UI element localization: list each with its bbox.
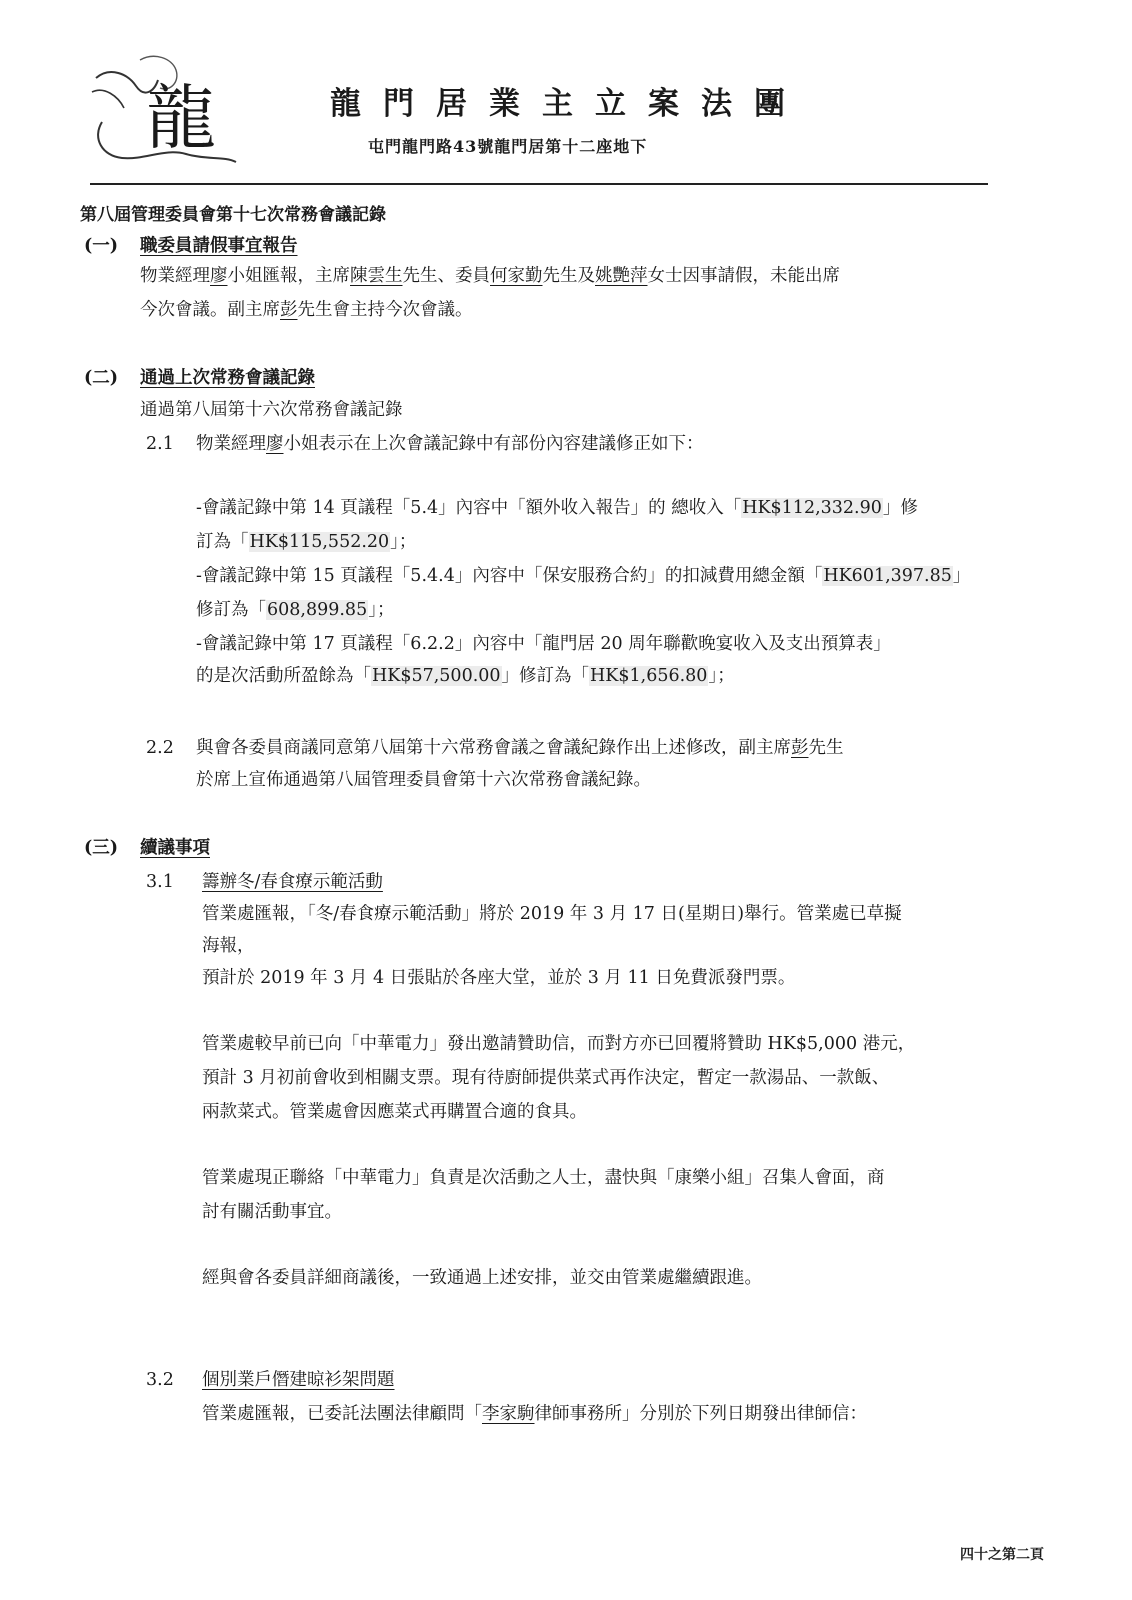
organization-address: 屯門龍門路43號龍門居第十二座地下 xyxy=(368,137,648,156)
correction-3-line-1: -會議記錄中第 17 頁議程「6.2.2」內容中「龍門居 20 周年聯歡晚宴收入及支出預算表」 xyxy=(196,634,891,654)
section-2-number: (二) xyxy=(84,368,119,388)
item-3-1-para-1-line-3: 預計於 2019 年 3 月 4 日張貼於各座大堂，並於 3 月 11 日免費派發門票。 xyxy=(202,968,796,988)
section-1-line-2: 今次會議。副主席彭先生會主持今次會議。 xyxy=(140,300,473,320)
section-2-intro: 通過第八屆第十六次常務會議記錄 xyxy=(140,400,403,420)
dragon-logo xyxy=(88,52,240,170)
organization-name: 龍門居業主立案法團 xyxy=(330,86,807,122)
item-3-1-number: 3.1 xyxy=(146,872,174,892)
section-2-title: 通過上次常務會議記錄 xyxy=(140,368,315,388)
section-3-title: 續議事項 xyxy=(140,838,210,858)
correction-1-line-2: 訂為「HK$115,552.20」； xyxy=(196,532,417,552)
section-3-number: (三) xyxy=(84,838,119,858)
correction-1-line-1: -會議記錄中第 14 頁議程「5.4」內容中「額外收入報告」的 總收入「HK$112,332.90」修 xyxy=(196,498,918,518)
item-3-1-para-3-line-1: 管業處現正聯絡「中華電力」負責是次活動之人士，盡快與「康樂小組」召集人會面，商 xyxy=(202,1168,885,1188)
item-3-1-para-2-line-1: 管業處較早前已向「中華電力」發出邀請贊助信，而對方亦已回覆將贊助 HK$5,000 港元， xyxy=(202,1034,916,1054)
item-3-1-title: 籌辦冬/春食療示範活動 xyxy=(202,872,383,892)
item-3-1-para-2-line-2: 預計 3 月初前會收到相關支票。現有待廚師提供菜式再作決定，暫定一款湯品、一款飯、 xyxy=(202,1068,890,1088)
item-3-1-para-1-line-1: 管業處匯報，「冬/春食療示範活動」將於 2019 年 3 月 17 日(星期日)舉行。管業處已草擬 xyxy=(202,904,902,924)
document-title: 第八屆管理委員會第十七次常務會議記錄 xyxy=(80,205,386,225)
item-3-2-number: 3.2 xyxy=(146,1370,174,1390)
section-1-line-1: 物業經理廖小姐匯報，主席陳雲生先生、委員何家勤先生及姚艷萍女士因事請假，未能出席 xyxy=(140,266,840,286)
item-3-1-para-3-line-2: 討有關活動事宜。 xyxy=(202,1202,342,1222)
item-2-1-number: 2.1 xyxy=(146,434,174,454)
item-2-2-line-2: 於席上宣佈通過第八屆管理委員會第十六次常務會議紀錄。 xyxy=(196,770,651,790)
section-1-title: 職委員請假事宜報告 xyxy=(140,236,298,256)
item-3-2-title: 個別業戶僭建晾衫架問題 xyxy=(202,1370,395,1390)
item-3-1-para-1-line-2: 海報， xyxy=(202,936,255,956)
item-3-1-para-4: 經與會各委員詳細商議後，一致通過上述安排，並交由管業處繼續跟進。 xyxy=(202,1268,762,1288)
item-2-2-line-1: 與會各委員商議同意第八屆第十六常務會議之會議紀錄作出上述修改，副主席彭先生 xyxy=(196,738,844,758)
correction-2-line-2: 修訂為「608,899.85」； xyxy=(196,600,395,620)
item-3-2-line-1: 管業處匯報，已委託法團法律顧問「李家駒律師事務所」分別於下列日期發出律師信： xyxy=(202,1404,867,1424)
header-divider xyxy=(90,183,988,185)
item-2-1-text: 物業經理廖小姐表示在上次會議記錄中有部份內容建議修正如下： xyxy=(196,434,704,454)
correction-3-line-2: 的是次活動所盈餘為「HK$57,500.00」修訂為「HK$1,656.80」； xyxy=(196,666,735,686)
item-3-1-para-2-line-3: 兩款菜式。管業處會因應菜式再購置合適的食具。 xyxy=(202,1102,587,1122)
svg-text:龍: 龍 xyxy=(146,77,216,159)
item-2-2-number: 2.2 xyxy=(146,738,174,758)
section-1-number: (一) xyxy=(84,236,119,256)
correction-2-line-1: -會議記錄中第 15 頁議程「5.4.4」內容中「保安服務合約」的扣減費用總金額「HK601,397.85」 xyxy=(196,566,971,586)
page-number: 四十之第二頁 xyxy=(960,1547,1044,1563)
